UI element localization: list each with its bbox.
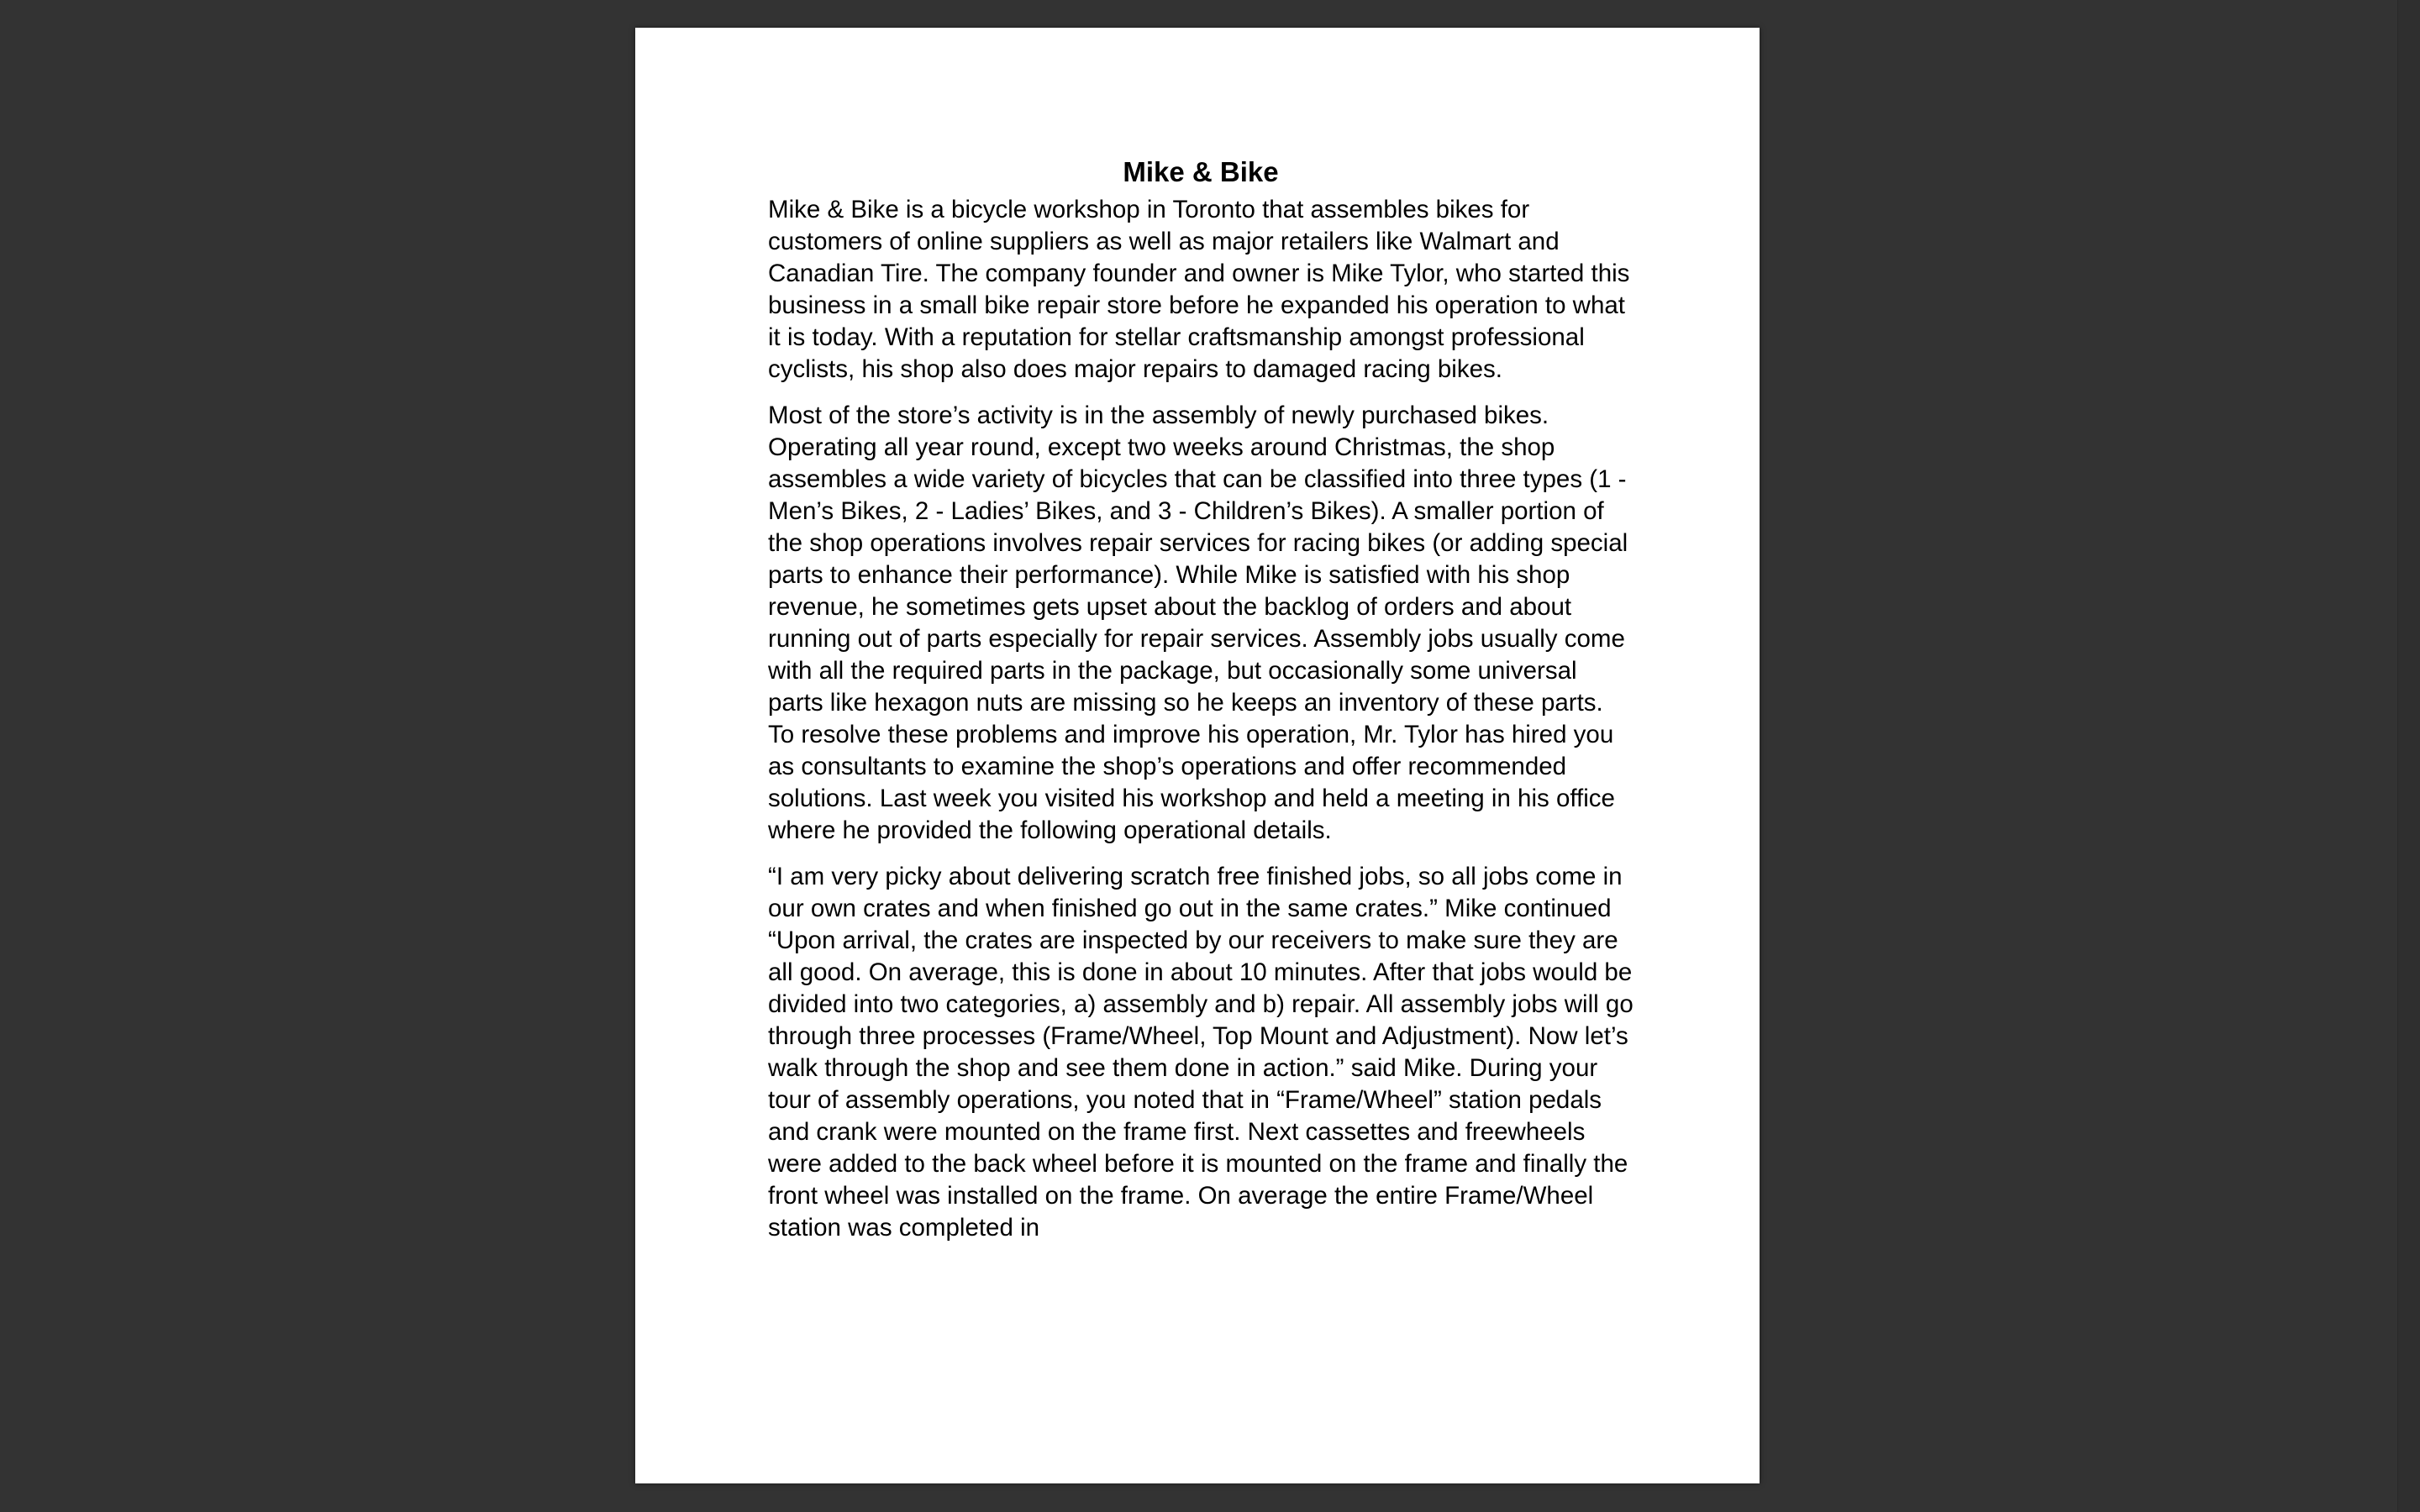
paragraph-3: “I am very picky about delivering scratch free finished jobs, so all jobs come in our own crates and when finished go out in the same crates.” Mike continued “Upon arrival, the crates are inspected by our receivers to make sure they are all good. On average, this is done in about 10 minutes. After that jobs would be divided into two categories, a) assembly and b) repair. All assembly jobs will go through three processes (Frame/Wheel, Top Mount and Adjustment). Now let’s walk through the shop and see them done in action.” said Mike. During your tour of assembly operations, you noted that in “Frame/Wheel” station pedals and crank were mounted on the frame first. Next cassettes and freewheels were added to the back wheel before it is mounted on the frame and finally the front wheel was installed on the frame. On average the entire Frame/Wheel station was completed in (768, 863, 1634, 1242)
paragraph-1: Mike & Bike is a bicycle workshop in Toronto that assembles bikes for customers of online suppliers as well as major retailers like Walmart and Canadian Tire. The company founder and owner is Mike Tylor, who started this business in a small bike repair store before he expanded his operation to what it is today. With a reputation for stellar craftsmanship amongst professional cyclists, his shop also does major repairs to damaged racing bikes. (768, 196, 1630, 383)
page-content (768, 155, 1634, 1258)
document-title: Mike & Bike (1123, 156, 1279, 187)
scrollbar-track[interactable] (2397, 0, 2420, 1512)
document-page (635, 28, 1760, 1483)
paragraph-2: Most of the store’s activity is in the assembly of newly purchased bikes. Operating all year round, except two weeks around Christmas, the shop assembles a wide variety of bicycles that can be classified into three types (1 - Men’s Bikes, 2 - Ladies’ Bikes, and 3 - Children’s Bikes). A smaller portion of the shop operations involves repair services for racing bikes (or adding special parts to enhance their performance). While Mike is satisfied with his shop revenue, he sometimes gets upset about the backlog of orders and about running out of parts especially for repair services. Assembly jobs usually come with all the required parts in the package, but occasionally some universal parts like hexagon nuts are missing so he keeps an inventory of these parts. To resolve these problems and improve his operation, Mr. Tylor has hired you as consultants to examine the shop’s operations and offer recommended solutions. Last week you visited his workshop and held a meeting in his office where he provided the following operational details. (768, 402, 1628, 844)
